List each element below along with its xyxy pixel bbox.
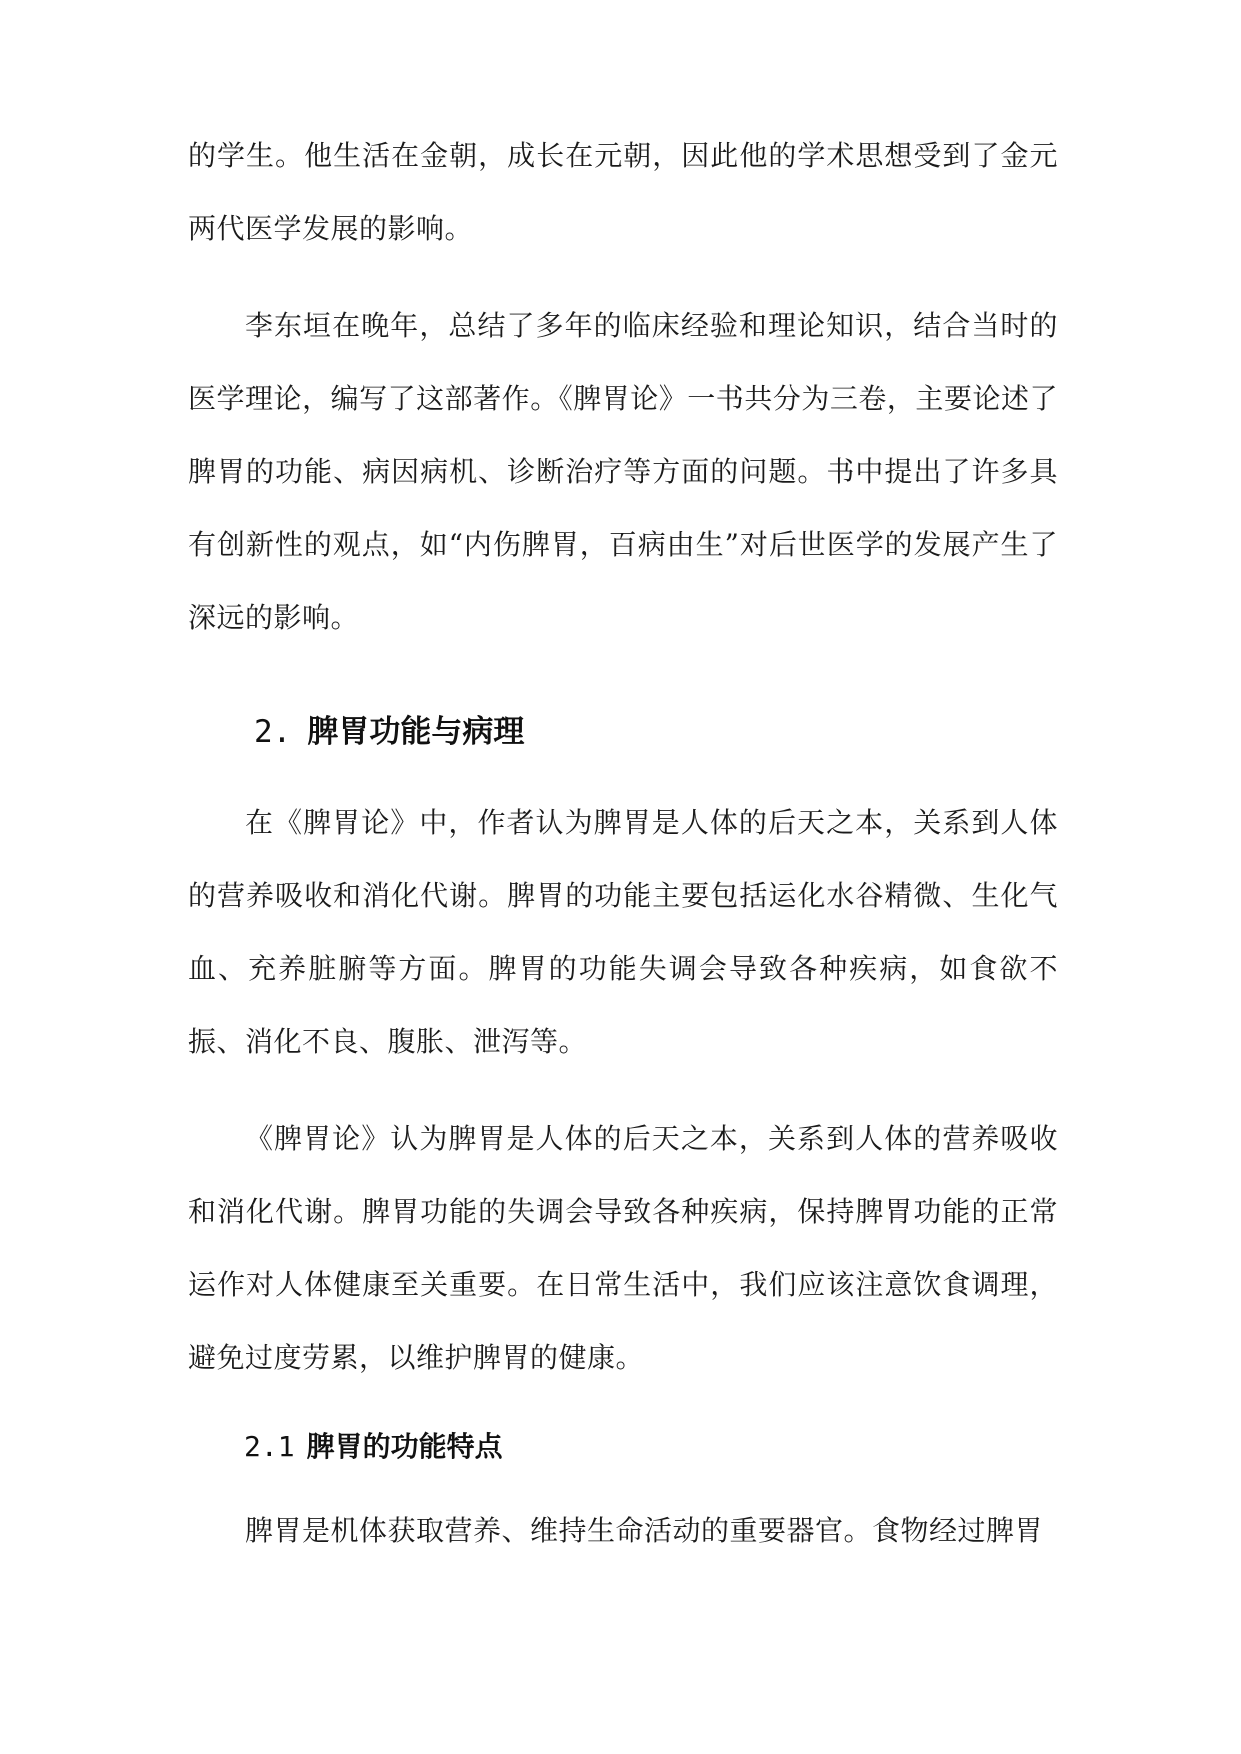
paragraph-spleen-stomach-summary: 《脾胃论》认为脾胃是人体的后天之本，关系到人体的营养吸收和消化代谢。脾胃功能的失调会导致各种疾病，保持脾胃功能的正常运作对人体健康至关重要。在日常生活中，我们应该注意饮食调理，避免过度劳累，以维护脾胃的健康。 (188, 1122, 1058, 1374)
subsection-title: 脾胃的功能特点 (306, 1430, 503, 1463)
section-title: 脾胃功能与病理 (307, 714, 525, 750)
paragraph-continuation: 的学生。他生活在金朝，成长在元朝，因此他的学术思想受到了金元两代医学发展的影响。 (188, 139, 1058, 245)
section-number: 2. (254, 714, 292, 750)
section-heading-2 (254, 706, 524, 751)
subsection-number: 2.1 (244, 1430, 295, 1463)
paragraph-spleen-stomach-function: 在《脾胃论》中，作者认为脾胃是人体的后天之本，关系到人体的营养吸收和消化代谢。脾胃的功能主要包括运化水谷精微、生化气血、充养脏腑等方面。脾胃的功能失调会导致各种疾病，如食欲不振、消化不良、腹胀、泄泻等。 (188, 806, 1058, 1058)
paragraph-author-background: 李东垣在晚年，总结了多年的临床经验和理论知识，结合当时的医学理论，编写了这部著作。《脾胃论》一书共分为三卷，主要论述了脾胃的功能、病因病机、诊断治疗等方面的问题。书中提出了许多具有创新性的观点，如“内伤脾胃，百病由生”对后世医学的发展产生了深远的影响。 (188, 309, 1058, 634)
section-heading-2-1 (244, 1425, 503, 1465)
paragraph-function-characteristics: 脾胃是机体获取营养、维持生命活动的重要器官。食物经过脾胃 (245, 1514, 1044, 1547)
